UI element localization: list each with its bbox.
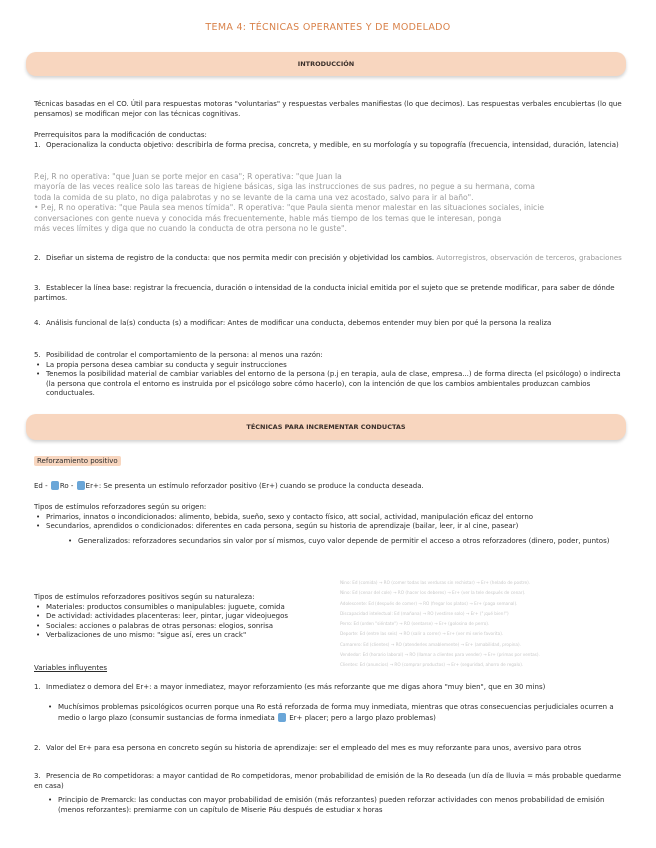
list-item: • De actividad: actividades placenteras: leer, pintar, jugar videojuegos <box>34 612 334 622</box>
faded-line: Nino: Ed (comida) → RO (comer todas las verduras sin rechistar) → Er+ (helado de postre). <box>340 580 531 585</box>
list-item: • Verbalizaciones de uno mismo: "sigue así, eres un crack" <box>34 631 334 641</box>
variable-1: 1. Inmediatez o demora del Er+: a mayor inmediatez, mayor reforzamiento (es más reforzante que me digas ahora "muy bien", que en 30 mins) <box>34 683 546 691</box>
tipos-heading: Tipos de estímulos reforzadores según su origen: <box>34 503 207 511</box>
faded-examples <box>340 578 630 671</box>
faded-line: Deporte: Ed (entre las seis) → RO (salir a correr) → Er+ (ver mi serie favorita). <box>340 631 504 637</box>
faded-line: Vendedor: Ed (horario laboral) → RO (llamar a clientes para vender) → Er+ (primas por ventas). <box>340 652 540 658</box>
naturaleza-heading: Tipos de estímulos reforzadores positivos según su naturaleza: <box>34 593 255 601</box>
variables-heading-wrap <box>34 664 630 674</box>
prereq-item-5: 5. Posibilidad de controlar el comportamiento de la persona: al menos una razón: • La propia persona desea cambiar su conducta y seguir instrucciones • Tenemos la posibilidad material de cambiar variables del entorno de la persona (p.j en terapia, aula de clase, empresa...) de forma directa (el psicólogo) o indirecta (la persona que controla el entorno es instruida por el psicólogo sobre cómo hacerlo), con la intención de que los cambios ambientales produzcan cambios conductuales. <box>34 351 630 399</box>
list-item: • La propia persona desea cambiar su conducta y seguir instrucciones <box>34 361 630 371</box>
refuerzo-heading: Reforzamiento positivo <box>34 456 121 466</box>
tipos-naturaleza <box>34 593 334 641</box>
example-line: P.ej, R no operativa: "que Juan se porte mejor en casa"; R operativa: "que Juan la <box>34 172 342 181</box>
example-line: • P.ej, R no operativa: "que Paula sea menos tímida". R operativa: "que Paula sienta menor malestar en las situaciones sociales, inicie <box>34 203 545 213</box>
list-item: • Sociales: acciones o palabras de otras personas: elogios, sonrisa <box>34 622 334 632</box>
item2-extra: Autorregistros, observación de terceros, grabaciones <box>436 254 622 262</box>
prereq-item-2: 2. Diseñar un sistema de registro de la conducta: que nos permita medir con precisión y objetividad los cambios. Autorregistros, observación de terceros, grabaciones <box>34 254 622 262</box>
arrow-badge-icon <box>51 481 59 490</box>
faded-line: Adolescente: Ed (después de comer) → RO (fregar los platos) → Er+ (paga semanal). <box>340 600 518 606</box>
arrow-badge-icon <box>278 713 286 722</box>
faded-line: Discapacidad intelectual: Ed (mañana) → RO (vestirse solo) → Er+ ("¡qué bien!") <box>340 610 509 616</box>
faded-line: Perro: Ed (orden "siéntate") → RO (sentarse) → Er+ (golosina de perro). <box>340 621 490 627</box>
intro-paragraph <box>34 100 630 119</box>
document-title: TEMA 4: TÉCNICAS OPERANTES Y DE MODELADO <box>205 22 451 33</box>
example-line: mayoría de las veces realice solo las tareas de higiene básicas, siga las instrucciones de sus padres, no pegue a su hermana, coma <box>34 182 535 192</box>
prerequisites <box>34 131 630 150</box>
list-item: • Secundarios, aprendidos o condicionados: diferentes en cada persona, según su historia de aprendizaje (bailar, leer, ir al cine, pasear) <box>34 522 630 532</box>
list-item: • Generalizados: reforzadores secundarios sin valor por sí mismos, cuyo valor depende de permitir el acceso a otros reforzadores (dinero, poder, puntos) <box>34 537 630 547</box>
example-line: conversaciones con gente nueva y conocida más frecuentemente, hable más tiempo de los temas que le interesan, ponga <box>34 213 502 223</box>
operational-examples <box>34 172 630 234</box>
prereq-item-4: 4. Análisis funcional de la(s) conducta (s) a modificar: Antes de modificar una conducta, debemos entender muy bien por qué la persona la realiza <box>34 319 552 327</box>
example-line: más veces límites y diga que no cuando la conducta de otra persona no le guste". <box>34 224 347 234</box>
prereq-item-3: 3. Establecer la línea base: registrar la frecuencia, duración o intensidad de la conducta inicial emitida por el sujeto que se pretende modificar, para saber de dónde partimos. <box>34 284 615 302</box>
list-item: • Tenemos la posibilidad material de cambiar variables del entorno de la persona (p.j en terapia, aula de clase, empresa...) de forma directa (el psicólogo) o indirecta (la persona que controla el entorno es instruida por el psicólogo sobre cómo hacerlo), con la intención de que los cambios ambientales produzcan cambios conductuales. <box>34 370 630 399</box>
refuerzo-heading-wrap <box>34 457 630 467</box>
refuerzo-formula: Ed - Ro - Er+: Se presenta un estímulo reforzador positivo (Er+) cuando se produce la conducta deseada. <box>34 482 424 490</box>
faded-line: Nino: Ed (cenar del cole) → RO (hacer los deberes) → Er+ (ver la tele después de cenar). <box>340 590 526 596</box>
variable-2: 2. Valor del Er+ para esa persona en concreto según su historia de aprendizaje: ser el empleado del mes es muy reforzante para unos, aversivo para otros <box>34 744 582 752</box>
list-item: • Materiales: productos consumibles o manipulables: juguete, comida <box>34 603 334 613</box>
faded-line: Clientes: Ed (anuncios) → RO (comprar productos) → Er+ (seguridad, ahorro de regalo). <box>340 662 524 668</box>
list-item: • Primarios, innatos o incondicionados: alimento, bebida, sueño, sexo y contacto físico, att social, actividad, manipulación eficaz del entorno <box>34 513 630 523</box>
prereq-heading: Prerrequisitos para la modificación de conductas: <box>34 131 207 139</box>
variable-3: 3. Presencia de Ro competidoras: a mayor cantidad de Ro competidoras, menor probabilidad de emisión de la Ro deseada (un día de lluvia = más probable quedarme en casa) <box>34 772 622 790</box>
faded-line: Camarero: Ed (clientes) → RO (atenderles amablemente) → Er+ (amabilidad, propina). <box>340 641 521 647</box>
variables-heading: Variables influyentes <box>34 664 108 672</box>
section-band-incrementar: TÉCNICAS PARA INCREMENTAR CONDUCTAS <box>26 414 626 440</box>
example-line: toda la comida de su plato, no diga palabrotas y no se levante de la cama una vez acostado, salvo para ir al baño". <box>34 192 474 202</box>
intro-text: Técnicas basadas en el CO. Útil para respuestas motoras "voluntarias" y respuestas verbales manifiestas (lo que decimos). Las respuestas verbales encubiertas (lo que pensamos) se modifican mejor con las técnicas cognitivas. <box>34 100 622 118</box>
tipos-origen <box>34 503 630 546</box>
variable-1-bullet: • Muchísimos problemas psicológicos ocurren porque una Ro está reforzada de forma muy inmediata, mientras que otras consecuencias perjudiciales ocurren a medio o largo plazo (consumir sustancias de forma inmediata Er+ placer; pero a largo plazo problemas) <box>34 703 630 723</box>
premack-principle: • Principio de Premarck: las conductas con mayor probabilidad de emisión (más reforzantes) pueden reforzar actividades con menos probabilidad de emisión (menos reforzantes): premiarme con un capítulo de Miserie Páu después de estudiar x horas <box>34 796 630 815</box>
section-band-introduccion: INTRODUCCIÓN <box>26 52 626 76</box>
arrow-badge-icon <box>77 481 85 490</box>
prereq-item-1: 1. Operacionaliza la conducta objetivo: describirla de forma precisa, concreta, y medible, en su morfología y su topografía (frecuencia, intensidad, duración, latencia) <box>34 140 619 149</box>
